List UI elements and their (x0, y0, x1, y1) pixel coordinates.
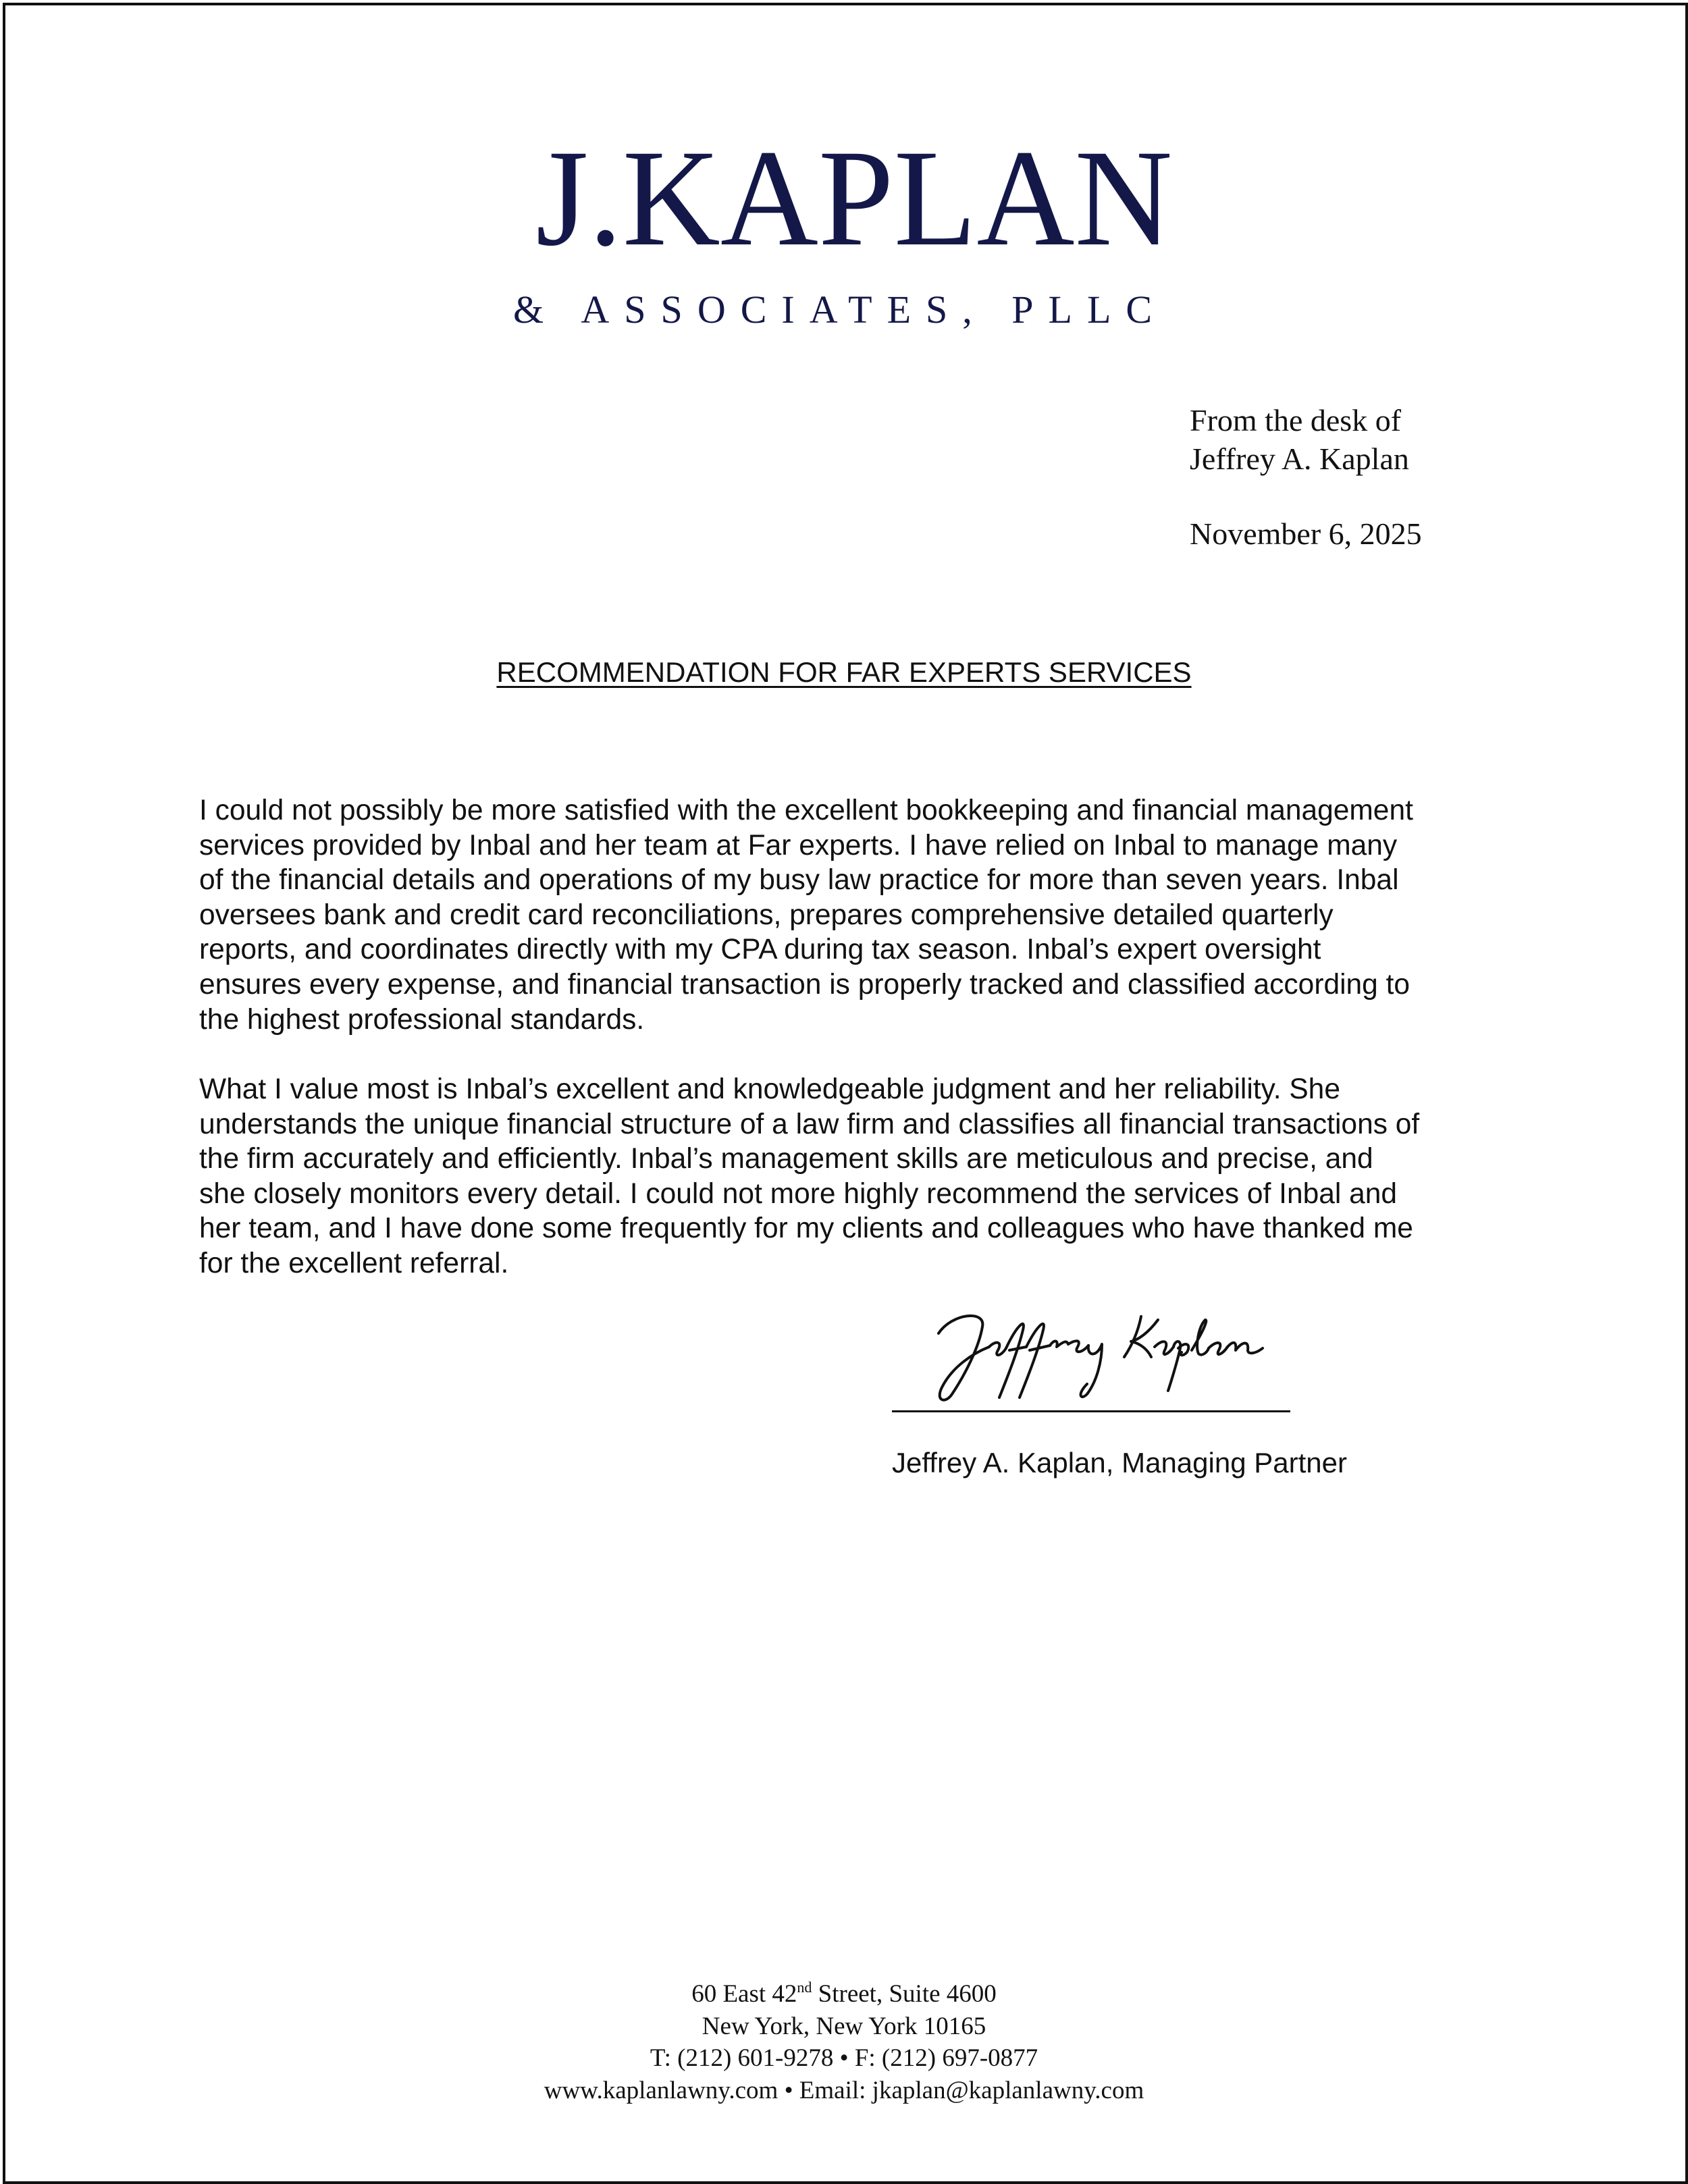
body-line: reports, and coordinates directly with my CPA during tax season. Inbal’s expert oversight (199, 934, 1321, 966)
logo-sub-text: & ASSOCIATES, PLLC (513, 288, 1167, 331)
body-line: ensures every expense, and financial transaction is properly tracked and classified according to (199, 968, 1410, 1001)
firm-logo (473, 120, 1236, 336)
body-line: services provided by Inbal and her team at Far experts. I have relied on Inbal to manage many (199, 829, 1398, 861)
body-paragraph-2 (199, 1072, 1419, 1281)
sender-line: From the desk of (1190, 403, 1402, 437)
body-line: understands the unique financial structure of a law firm and classifies all financial transactions of (199, 1108, 1420, 1140)
sender-name: Jeffrey A. Kaplan (1190, 442, 1409, 476)
body-line: I could not possibly be more satisfied with the excellent bookkeeping and financial management (199, 795, 1413, 826)
letter-subject (0, 656, 1688, 689)
signature-line (892, 1410, 1290, 1412)
letterhead-footer (0, 1978, 1688, 2106)
body-line: for the excellent referral. (199, 1247, 509, 1279)
body-line: her team, and I have done some frequently for my clients and colleagues who have thanked me (199, 1213, 1413, 1245)
body-line: she closely monitors every detail. I could not more highly recommend the services of Inbal and (199, 1177, 1398, 1210)
body-line: the highest professional standards. (199, 1003, 645, 1036)
handwritten-signature (925, 1300, 1276, 1408)
signer-name: Jeffrey A. Kaplan, Managing Partner (892, 1447, 1347, 1479)
body-line: the firm accurately and efficiently. Inbal’s management skills are meticulous and precise, and (199, 1143, 1373, 1175)
subject-text: RECOMMENDATION FOR FAR EXPERTS SERVICES (496, 656, 1192, 688)
address-street: 60 East 42 (691, 1980, 797, 2008)
footer-phones: T: (212) 601-9278 • F: (212) 697-0877 (650, 2044, 1038, 2072)
footer-web-email: www.kaplanlawny.com • Email: jkaplan@kaplanlawny.com (544, 2076, 1144, 2104)
logo-main-text: J.KAPLAN (535, 122, 1173, 275)
footer-city: New York, New York 10165 (702, 2012, 986, 2040)
body-paragraph-1 (199, 793, 1413, 1037)
address-ordinal: nd (797, 1979, 812, 1996)
body-line: of the financial details and operations of my busy law practice for more than seven years. Inbal (199, 864, 1399, 897)
sender-block (1190, 401, 1409, 478)
body-line: oversees bank and credit card reconciliations, prepares comprehensive detailed quarterly (199, 899, 1334, 931)
address-suite: Street, Suite 4600 (812, 1980, 997, 2008)
body-line: What I value most is Inbal’s excellent and knowledgeable judgment and her reliability. She (199, 1073, 1340, 1105)
footer-address (0, 1978, 1688, 2010)
letter-date: November 6, 2025 (1190, 516, 1422, 551)
